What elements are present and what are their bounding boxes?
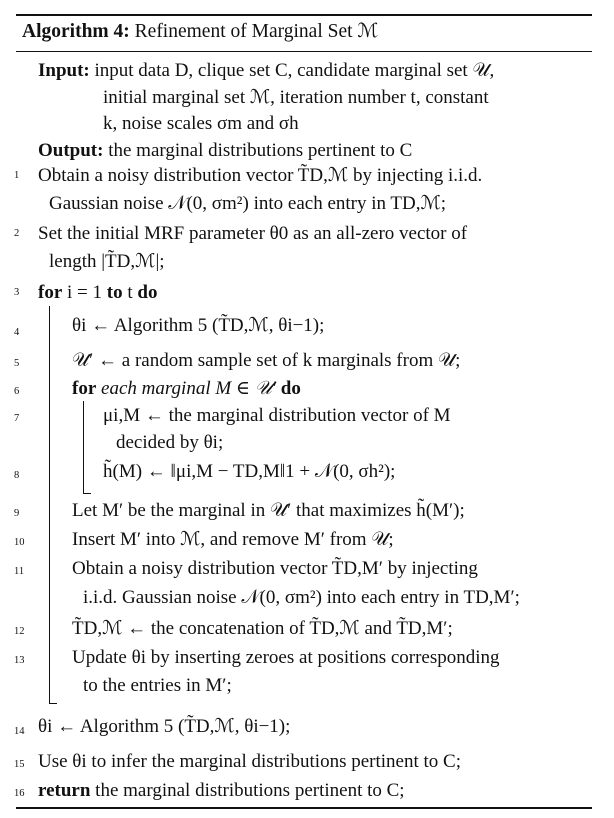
line-number: 6	[14, 386, 20, 397]
for-limit: t	[127, 282, 133, 303]
input-line-3: k, noise scales σm and σh	[103, 113, 299, 134]
return-text: the marginal distributions pertinent to C;	[95, 780, 405, 801]
line-number: 2	[14, 228, 20, 239]
return-keyword: return	[38, 780, 91, 801]
line-number: 14	[14, 726, 25, 737]
inner-for-end	[83, 493, 91, 494]
algorithm-title	[22, 19, 378, 43]
algorithm-name: Refinement of Marginal Set ℳ	[134, 21, 379, 42]
for-keyword: for	[72, 378, 97, 399]
step-12-text: T̃D,ℳ ← the concatenation of T̃D,ℳ and T̃D,M′;	[72, 618, 453, 639]
step-13-cont: to the entries in M′;	[83, 675, 232, 696]
output-text: the marginal distributions pertinent to C	[108, 140, 413, 161]
step-16-return	[38, 780, 405, 802]
bottom-rule	[16, 807, 592, 809]
step-11-text: Obtain a noisy distribution vector T̃D,M′ by injecting	[72, 558, 478, 579]
step-2-cont: length |T̃D,ℳ|;	[49, 251, 165, 272]
input-row	[38, 60, 494, 82]
top-rule	[16, 14, 592, 16]
step-7-cont: decided by θi;	[116, 432, 224, 453]
step-10-text: Insert M′ into ℳ, and remove M′ from 𝒰;	[72, 529, 394, 550]
input-label: Input:	[38, 60, 90, 81]
step-11-cont: i.i.d. Gaussian noise 𝒩(0, σm²) into each entry in TD,M′;	[83, 587, 520, 608]
for-block-bar	[49, 306, 50, 703]
do-keyword: do	[280, 378, 301, 399]
line-number: 1	[14, 170, 20, 181]
line-number: 11	[14, 566, 25, 577]
for-keyword: for	[38, 282, 63, 303]
line-number: 4	[14, 327, 20, 338]
output-row	[38, 140, 412, 162]
step-1-cont: Gaussian noise 𝒩(0, σm²) into each entry in TD,ℳ;	[49, 193, 447, 214]
step-3-for	[38, 282, 157, 304]
for-range: i = 1	[67, 282, 103, 303]
input-line-1: input data D, clique set C, candidate marginal set 𝒰,	[94, 60, 495, 81]
inner-for-bar	[83, 401, 84, 493]
step-5-text: 𝒰′ ← a random sample set of k marginals from 𝒰;	[72, 350, 461, 371]
to-keyword: to	[106, 282, 123, 303]
do-keyword: do	[137, 282, 158, 303]
output-label: Output:	[38, 140, 104, 161]
step-13-text: Update θi by inserting zeroes at positions corresponding	[72, 647, 500, 668]
step-1-text: Obtain a noisy distribution vector T̃D,ℳ by injecting i.i.d.	[38, 165, 483, 186]
input-line-2: initial marginal set ℳ, iteration number t, constant	[103, 87, 489, 108]
for-block-end	[49, 703, 57, 704]
line-number: 15	[14, 759, 25, 770]
step-7-text: μi,M ← the marginal distribution vector of M	[103, 405, 451, 426]
line-number: 16	[14, 788, 25, 799]
step-4-text: θi ← Algorithm 5 (T̃D,ℳ, θi−1);	[72, 315, 325, 336]
line-number: 9	[14, 508, 20, 519]
for-each-clause: each marginal M ∈ 𝒰′	[101, 378, 276, 399]
title-rule	[16, 51, 592, 52]
step-9-text: Let M′ be the marginal in 𝒰′ that maximizes h̃(M′);	[72, 500, 465, 521]
step-15-text: Use θi to infer the marginal distributions pertinent to C;	[38, 751, 461, 772]
line-number: 8	[14, 470, 20, 481]
line-number: 5	[14, 358, 20, 369]
algorithm-label: Algorithm 4:	[22, 21, 130, 42]
line-number: 3	[14, 287, 20, 298]
step-2-text: Set the initial MRF parameter θ0 as an all-zero vector of	[38, 223, 468, 244]
line-number: 13	[14, 655, 25, 666]
step-6-for	[72, 378, 301, 400]
step-14-text: θi ← Algorithm 5 (T̃D,ℳ, θi−1);	[38, 716, 291, 737]
line-number: 12	[14, 626, 25, 637]
line-number: 7	[14, 413, 20, 424]
line-number: 10	[14, 537, 25, 548]
step-8-text: h̃(M) ← ‖μi,M − TD,M‖1 + 𝒩(0, σh²);	[103, 461, 396, 482]
